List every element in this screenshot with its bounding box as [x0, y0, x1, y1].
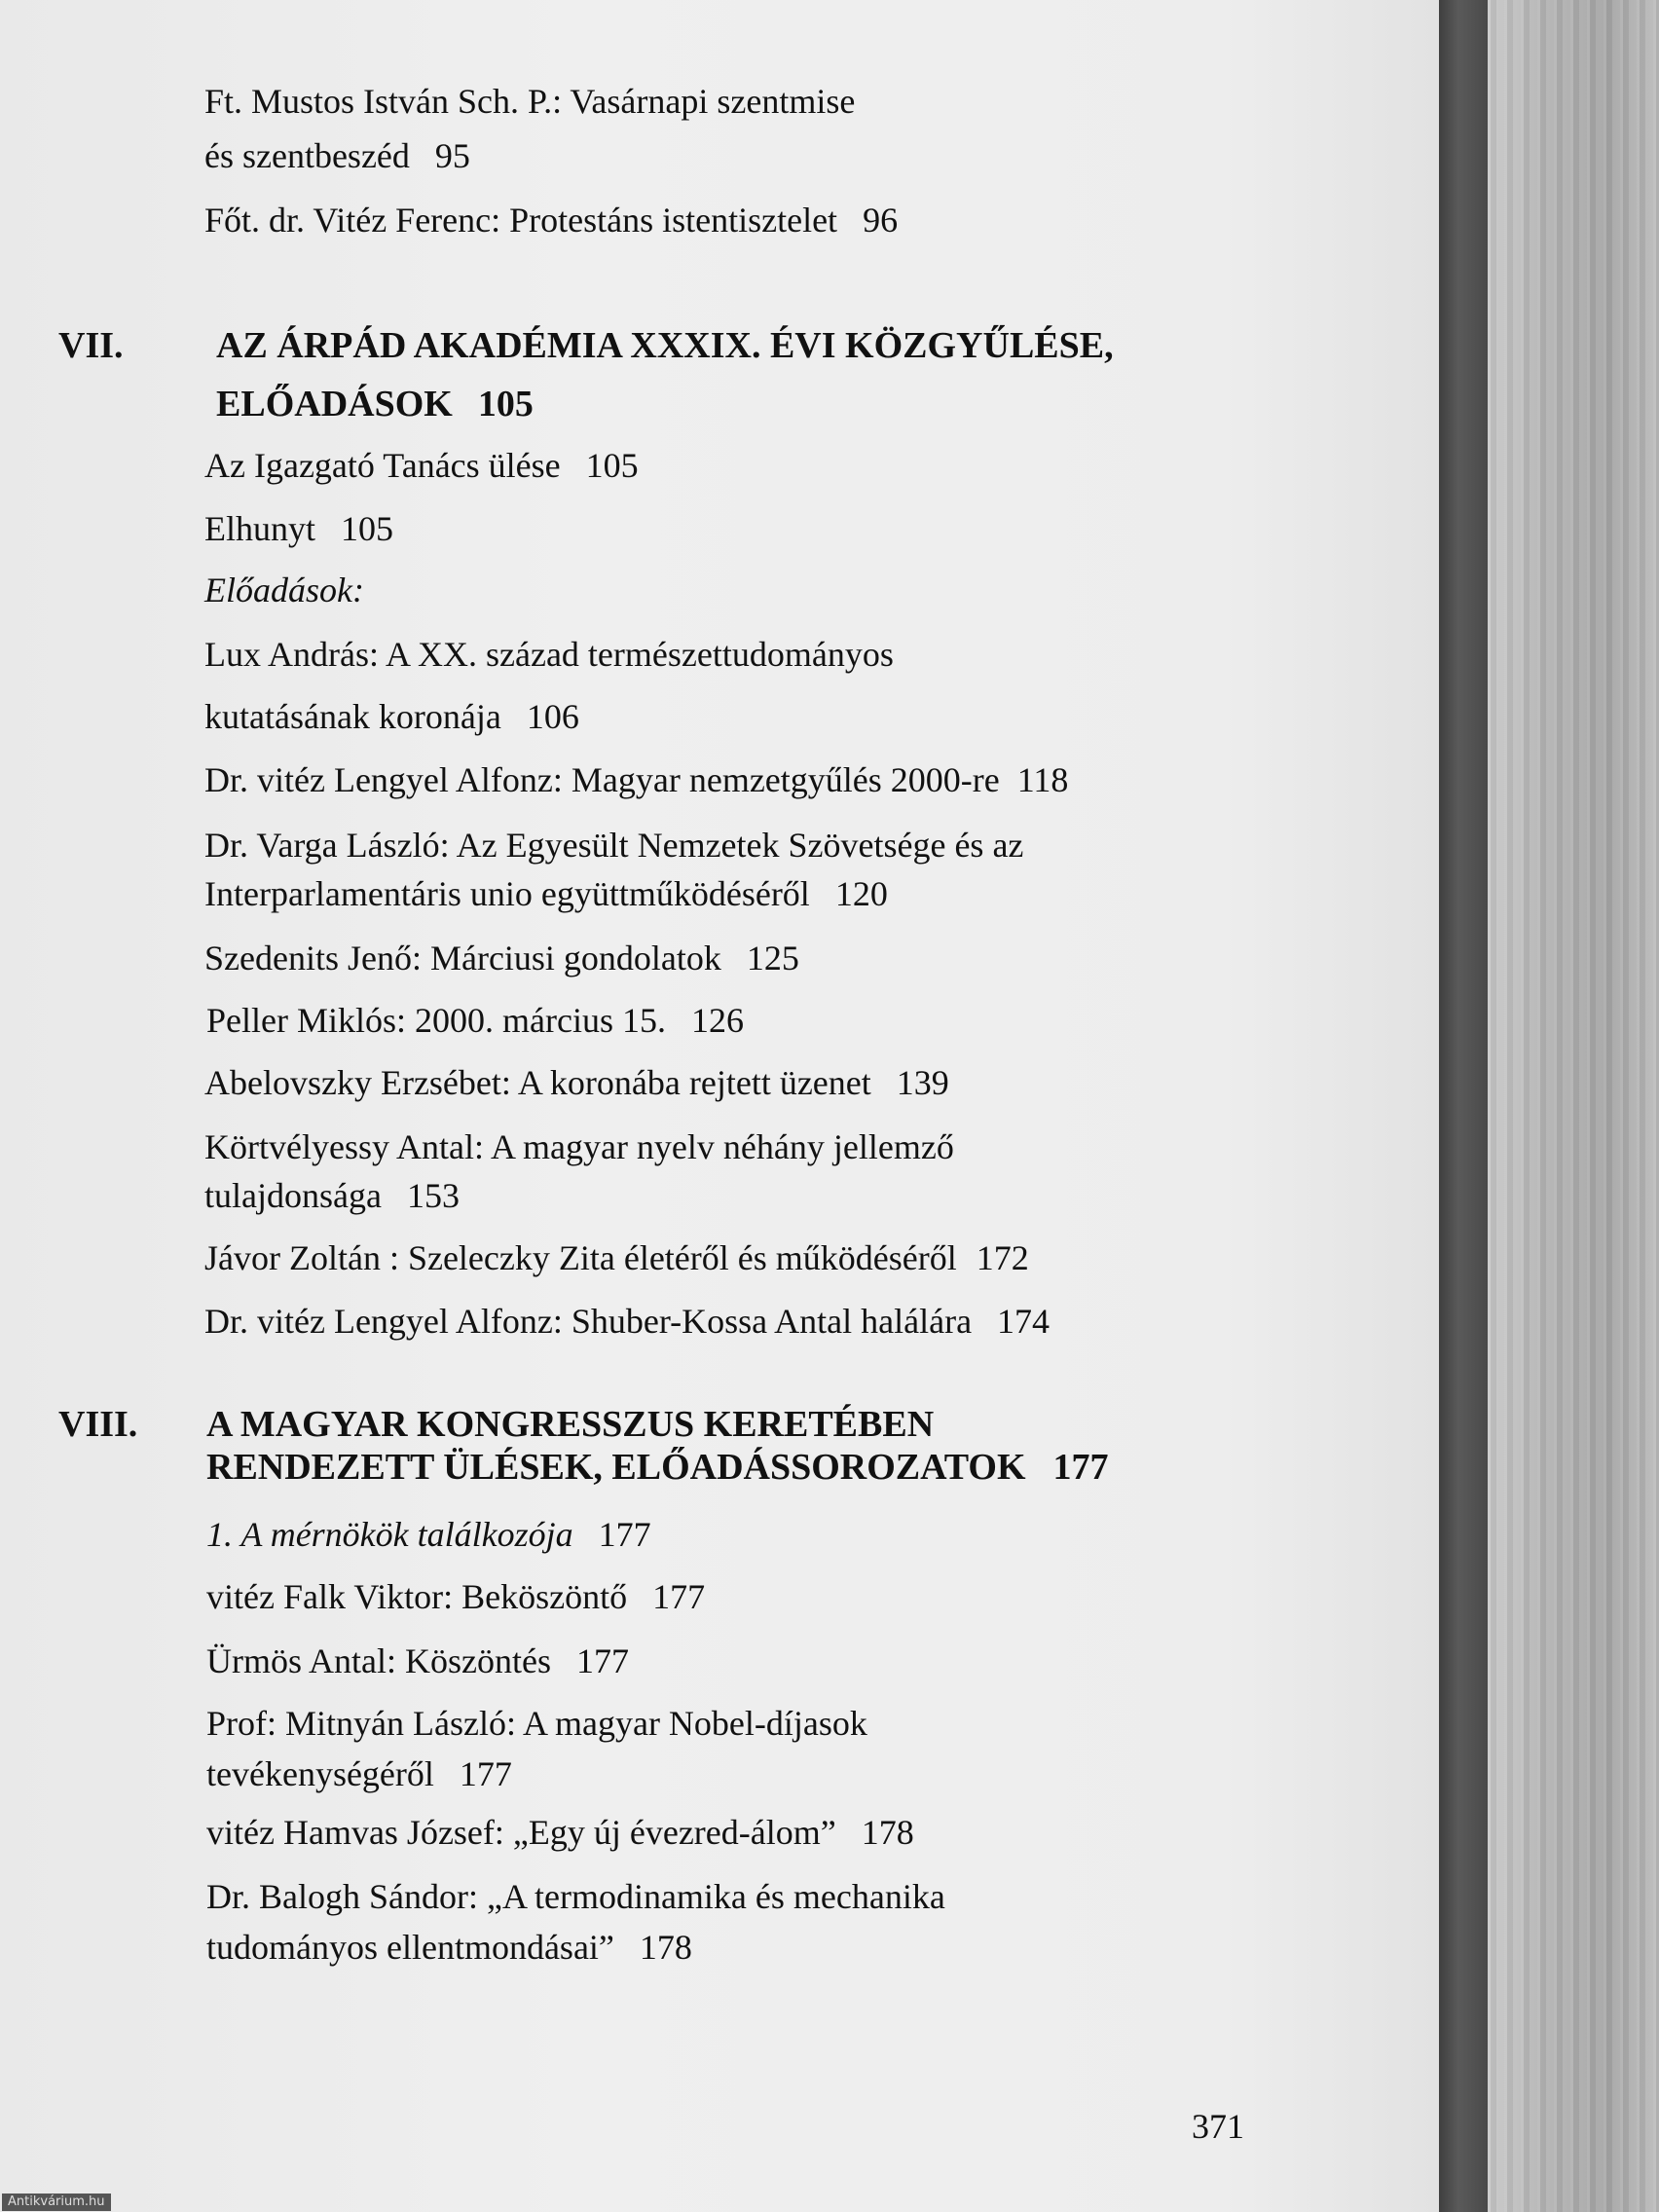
toc-page-number: 174: [997, 1302, 1051, 1341]
section-heading-line2: [216, 382, 534, 426]
toc-page-number: 177: [575, 1641, 629, 1680]
section-heading-page: 177: [1052, 1447, 1109, 1488]
section-heading-text: RENDEZETT ÜLÉSEK, ELŐADÁSSOROZATOK: [206, 1447, 1026, 1488]
toc-entry-text: Dr. vitéz Lengyel Alfonz: Magyar nemzetgyűlés 2000-re: [204, 760, 1000, 799]
toc-page-number: 96: [863, 201, 899, 240]
section-heading-text: ELŐADÁSOK: [216, 384, 453, 424]
toc-entry-text: Főt. dr. Vitéz Ferenc: Protestáns istentisztelet: [204, 201, 838, 240]
toc-page-number: 178: [861, 1813, 914, 1852]
toc-entry: [204, 1300, 1050, 1343]
toc-entry: [204, 444, 639, 487]
toc-entry-text: Dr. Balogh Sándor: „A termodinamika és mechanika: [206, 1877, 945, 1916]
toc-entry-text: Peller Miklós: 2000. március 15.: [206, 1001, 666, 1040]
toc-subheading-text: Előadások:: [204, 571, 364, 609]
toc-entry: [204, 633, 894, 676]
toc-entry: [204, 937, 799, 979]
toc-entry-text: Körtvélyessy Antal: A magyar nyelv néhány jellemző: [204, 1127, 954, 1166]
wooden-table-surface: [1488, 0, 1659, 2212]
toc-page-number: 105: [341, 509, 393, 548]
toc-page-number: 177: [598, 1515, 651, 1554]
toc-subheading: [204, 569, 364, 611]
toc-entry-text: tulajdonsága: [204, 1176, 382, 1215]
toc-entry: [204, 507, 393, 550]
toc-subheading-text: 1. A mérnökök találkozója: [206, 1515, 573, 1554]
toc-entry-text: vitéz Hamvas József: „Egy új évezred-álom”: [206, 1813, 836, 1852]
section-numeral: VII.: [58, 325, 124, 366]
section-heading: AZ ÁRPÁD AKADÉMIA XXXIX. ÉVI KÖZGYŰLÉSE,: [216, 325, 1114, 366]
section-heading-page: 105: [477, 384, 534, 424]
toc-entry-text: Interparlamentáris unio együttműködéséről: [204, 874, 810, 913]
toc-page-number: 139: [896, 1063, 949, 1102]
toc-page-number: 106: [526, 697, 579, 736]
toc-page-number: 120: [834, 874, 888, 913]
toc-entry: [204, 1236, 1029, 1279]
toc-entry: [204, 1174, 460, 1217]
toc-entry: [204, 758, 1068, 801]
book-cover-edge: [1439, 0, 1488, 2212]
toc-page-number: 177: [652, 1577, 706, 1616]
watermark: Antikvárium.hu: [2, 2194, 111, 2211]
toc-entry-text: Ürmös Antal: Köszöntés: [206, 1641, 551, 1680]
toc-page-number: 105: [585, 446, 639, 485]
toc-entry-text: Abelovszky Erzsébet: A koronába rejtett üzenet: [204, 1063, 871, 1102]
toc-page-number: 172: [976, 1238, 1029, 1277]
toc-entry: [204, 872, 888, 915]
toc-entry-text: kutatásának koronája: [204, 697, 501, 736]
toc-entry: [206, 1875, 945, 1918]
toc-entry: [206, 1752, 512, 1795]
toc-entry-text: tudományos ellentmondásai”: [206, 1928, 614, 1967]
toc-entry-text: Prof: Mitnyán László: A magyar Nobel-díjasok: [206, 1704, 867, 1743]
toc-entry-text: Lux András: A XX. század természettudományos: [204, 635, 894, 674]
toc-entry: [206, 999, 744, 1042]
toc-entry-text: Jávor Zoltán : Szeleczky Zita életéről és működéséről: [204, 1238, 957, 1277]
toc-entry: [206, 1575, 705, 1618]
toc-entry: [206, 1811, 914, 1854]
toc-entry: [204, 199, 898, 241]
toc-page-number: 178: [639, 1928, 692, 1967]
toc-entry: [204, 1125, 954, 1168]
section-heading: A MAGYAR KONGRESSZUS KERETÉBEN: [206, 1404, 935, 1445]
toc-page-number: 95: [434, 136, 470, 175]
toc-entry: [204, 134, 470, 177]
toc-entry: [206, 1640, 629, 1682]
toc-entry-text: Dr. vitéz Lengyel Alfonz: Shuber-Kossa Antal halálára: [204, 1302, 973, 1341]
toc-page-number: 177: [459, 1754, 512, 1793]
section-numeral: VIII.: [58, 1404, 138, 1445]
toc-page-number: 153: [406, 1176, 460, 1215]
toc-entry: [204, 1061, 949, 1104]
toc-entry: [204, 80, 855, 123]
toc-page-number: 126: [690, 1001, 744, 1040]
page-number: 371: [1192, 2107, 1244, 2146]
toc-entry: [206, 1702, 867, 1745]
toc-entry-text: Az Igazgató Tanács ülése: [204, 446, 561, 485]
toc-entry-text: Dr. Varga László: Az Egyesült Nemzetek Szövetsége és az: [204, 826, 1024, 865]
toc-entry-text: és szentbeszéd: [204, 136, 410, 175]
toc-entry: [204, 824, 1023, 866]
toc-entry: [206, 1513, 651, 1556]
section-heading-line2: [206, 1445, 1109, 1490]
toc-entry: [204, 695, 579, 738]
toc-entry-text: Elhunyt: [204, 509, 315, 548]
toc-entry-text: Ft. Mustos István Sch. P.: Vasárnapi szentmise: [204, 82, 856, 121]
toc-page-number: 118: [1016, 760, 1069, 799]
toc-entry-text: vitéz Falk Viktor: Beköszöntő: [206, 1577, 628, 1616]
toc-entry-text: tevékenységéről: [206, 1754, 434, 1793]
toc-entry: [206, 1926, 692, 1969]
toc-page-number: 125: [746, 939, 799, 977]
toc-entry-text: Szedenits Jenő: Márciusi gondolatok: [204, 939, 721, 977]
